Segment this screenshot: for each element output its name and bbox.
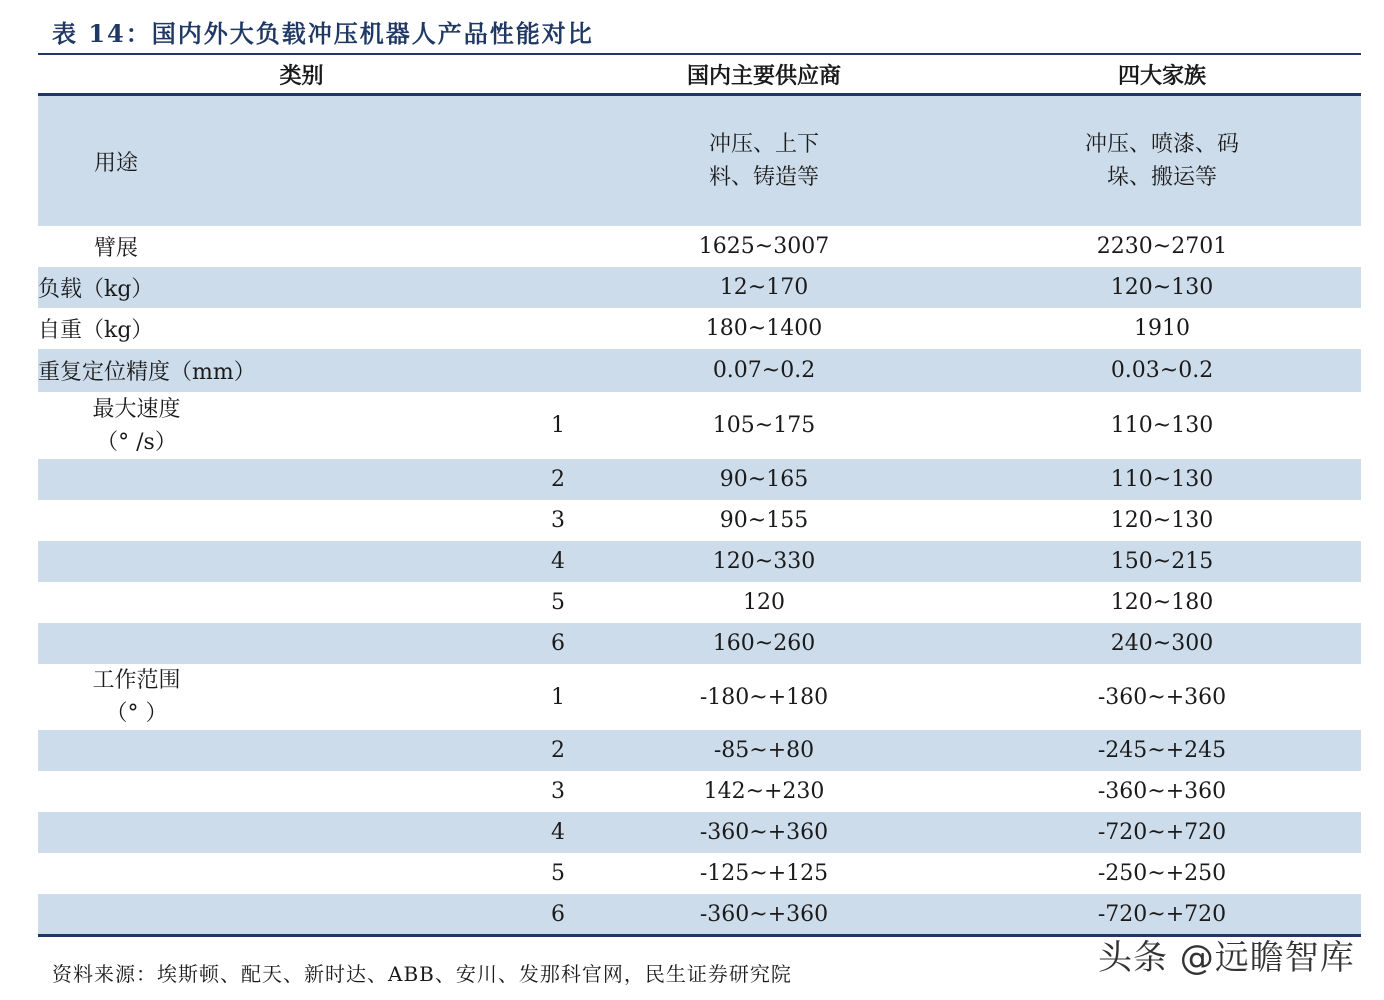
comparison-table — [38, 55, 1361, 935]
row-label-arm: 臂展 — [94, 236, 139, 261]
cell-speed-domestic: 90~165 — [565, 459, 963, 500]
table-row — [38, 894, 1361, 935]
cell-range-domestic: -125~+125 — [699, 861, 829, 886]
cell-speed-big4: 120~180 — [1110, 590, 1214, 615]
axis-label: 3 — [551, 779, 566, 804]
cell-range-domestic: -180~+180 — [699, 684, 829, 710]
header-domestic: 国内主要供应商 — [565, 55, 963, 95]
cell-weight-big4: 1910 — [1134, 316, 1191, 341]
cell-speed-domestic: 105~175 — [712, 413, 816, 438]
cell-speed-big4: 150~215 — [963, 541, 1361, 582]
cell-range-big4: -360~+360 — [1097, 779, 1227, 804]
cell-payload-domestic: 12~170 — [565, 267, 963, 308]
table-row — [38, 500, 1361, 541]
table-row — [38, 541, 1361, 582]
axis-label: 4 — [235, 812, 565, 853]
table-row — [38, 582, 1361, 623]
cell-speed-domestic: 90~155 — [719, 508, 809, 533]
cell-usage-domestic: 冲压、上下 料、铸造等 — [565, 95, 963, 227]
cell-usage-big4: 冲压、喷漆、码 垛、搬运等 — [963, 95, 1361, 227]
row-label-speed: 最大速度 （° /s） — [92, 396, 181, 455]
row-label-range: 工作范围 （° ） — [92, 668, 181, 726]
table-row — [38, 664, 1361, 730]
axis-label: 2 — [235, 730, 565, 771]
cell-speed-domestic: 160~260 — [565, 623, 963, 664]
table-row — [38, 623, 1361, 664]
table-row — [38, 730, 1361, 771]
source-note: 资料来源：埃斯顿、配天、新时达、ABB、安川、发那科官网，民生证券研究院 — [52, 962, 792, 986]
cell-repeat-big4: 0.03~0.2 — [963, 349, 1361, 392]
axis-label: 1 — [551, 413, 566, 438]
header-big4: 四大家族 — [963, 55, 1361, 95]
row-label-repeat: 重复定位精度（mm） — [38, 349, 565, 392]
table-row — [38, 812, 1361, 853]
table-row — [38, 226, 1361, 267]
axis-label: 5 — [551, 861, 566, 886]
cell-range-big4: -360~+360 — [1097, 684, 1227, 710]
row-label-weight: 自重（kg） — [38, 318, 154, 343]
cell-payload-big4: 120~130 — [963, 267, 1361, 308]
table-row — [38, 853, 1361, 894]
cell-range-big4: -245~+245 — [963, 730, 1361, 771]
header-category: 类别 — [38, 55, 565, 95]
cell-range-domestic: -360~+360 — [565, 812, 963, 853]
table-row — [38, 771, 1361, 812]
axis-label: 4 — [235, 541, 565, 582]
axis-label: 6 — [235, 894, 565, 935]
cell-speed-big4: 110~130 — [963, 459, 1361, 500]
axis-label: 1 — [551, 684, 566, 710]
row-label-usage: 用途 — [38, 95, 235, 227]
cell-arm-domestic: 1625~3007 — [698, 234, 830, 259]
axis-label: 5 — [551, 590, 566, 615]
cell-range-domestic: 142~+230 — [703, 779, 825, 804]
cell-weight-domestic: 180~1400 — [705, 316, 823, 341]
cell-speed-big4: 240~300 — [963, 623, 1361, 664]
cell-range-big4: -720~+720 — [963, 894, 1361, 935]
cell-repeat-domestic: 0.07~0.2 — [565, 349, 963, 392]
table-row — [38, 267, 1361, 308]
cell-speed-big4: 110~130 — [1110, 413, 1214, 438]
axis-label: 3 — [551, 508, 566, 533]
cell-speed-big4: 120~130 — [1110, 508, 1214, 533]
row-label-payload: 负载（kg） — [38, 267, 235, 308]
cell-range-domestic: -85~+80 — [565, 730, 963, 771]
axis-label: 2 — [235, 459, 565, 500]
table-row — [38, 95, 1361, 227]
cell-range-big4: -720~+720 — [963, 812, 1361, 853]
cell-arm-big4: 2230~2701 — [1096, 234, 1228, 259]
cell-range-big4: -250~+250 — [1097, 861, 1227, 886]
cell-speed-domestic: 120 — [743, 590, 786, 615]
axis-label: 6 — [235, 623, 565, 664]
table-row — [38, 459, 1361, 500]
header-row — [38, 55, 1361, 95]
table-row — [38, 392, 1361, 459]
cell-range-domestic: -360~+360 — [565, 894, 963, 935]
table-row — [38, 349, 1361, 392]
cell-speed-domestic: 120~330 — [565, 541, 963, 582]
watermark: 头条 @远瞻智库 — [1098, 938, 1355, 978]
table-row — [38, 308, 1361, 349]
table-title: 表 14：国内外大负载冲压机器人产品性能对比 — [52, 19, 594, 48]
